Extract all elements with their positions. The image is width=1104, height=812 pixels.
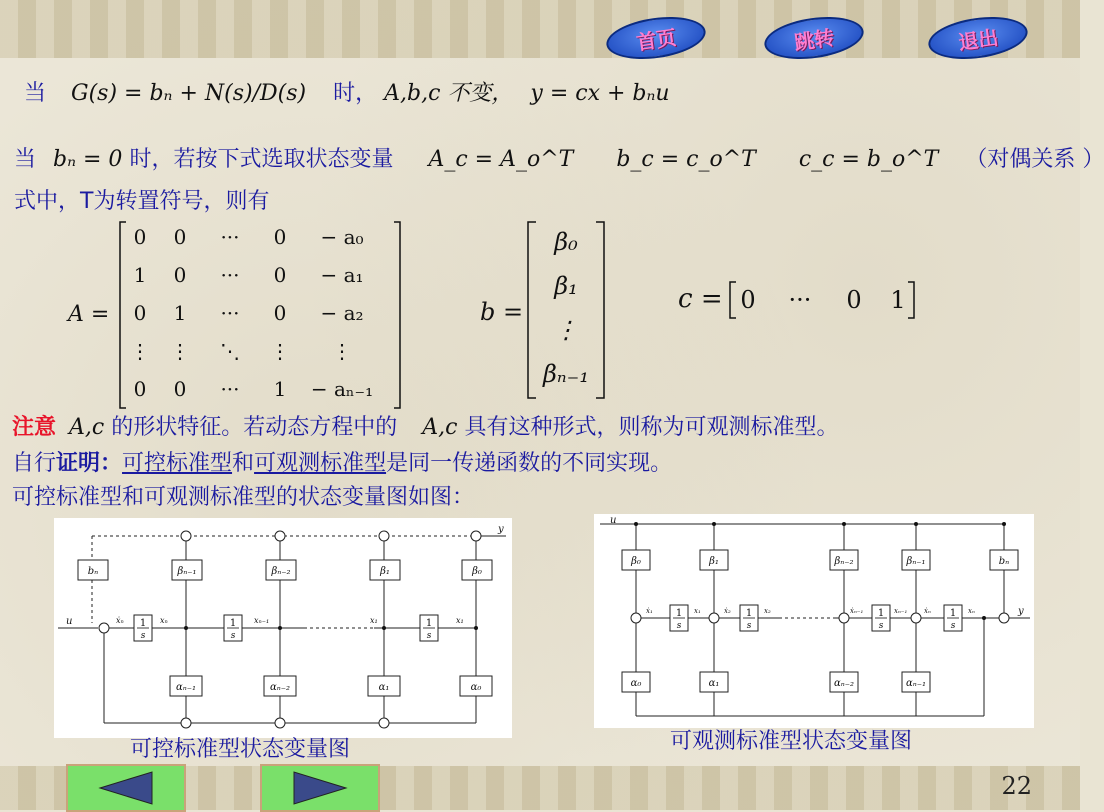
- home-button[interactable]: 首页: [604, 11, 709, 65]
- left-arrow-icon: [96, 770, 156, 806]
- state-label: ẋ₁: [646, 607, 653, 615]
- line5-and: 和: [232, 451, 255, 476]
- sum-top-3: [379, 531, 389, 541]
- vector-b-label: b =: [480, 298, 524, 326]
- beta-block-0-label: bₙ: [87, 566, 99, 577]
- vector-c-cell: 1: [890, 286, 906, 314]
- matrix-a-cell: ⋮: [270, 339, 290, 363]
- matrix-a-cell: 0: [133, 225, 147, 249]
- state-label: ẋₙ: [116, 616, 124, 625]
- alpha-block-2-label: αₙ₋₂: [833, 678, 855, 689]
- junction-dot: [914, 522, 918, 526]
- matrix-a-cell: 0: [133, 377, 147, 401]
- line-3: 式中，T为转置符号，则有: [14, 189, 270, 214]
- input-label: u: [66, 616, 73, 627]
- state-label: xₙ: [968, 607, 975, 615]
- line4-text2: 具有这种形式，则称为可观测标准型。: [464, 415, 839, 440]
- state-label: xₙ₋₁: [254, 616, 270, 625]
- matrix-a-cell: ···: [220, 263, 240, 287]
- integrator-1-num: 1: [675, 608, 683, 619]
- line1-mid: 时，: [333, 81, 378, 106]
- matrix-a-cell: 0: [273, 263, 287, 287]
- line5-text1: 自行: [12, 451, 57, 476]
- beta-block-1-label: βₙ₋₁: [177, 566, 197, 577]
- integrator-2-den: s: [230, 631, 236, 641]
- line5-text2: 是同一传递函数的不同实现。: [386, 451, 673, 476]
- observable-diagram: [594, 514, 1034, 728]
- matrix-a-cell: ···: [220, 301, 240, 325]
- matrix-a-cell: 0: [173, 263, 187, 287]
- integrator-3-den: s: [426, 631, 432, 641]
- matrix-a-cell: 1: [273, 377, 287, 401]
- sum-mid: [99, 623, 109, 633]
- vector-b: [526, 220, 606, 400]
- controllable-caption: 可控标准型状态变量图: [130, 737, 351, 762]
- controllable-diagram-svg: [54, 518, 512, 738]
- matrix-a-cell: 0: [173, 377, 187, 401]
- output-label: y: [498, 524, 504, 535]
- alpha-block-0-label: α₀: [630, 678, 642, 689]
- sum-mid-1: [709, 613, 719, 623]
- junction-dot: [278, 626, 282, 630]
- observable-link[interactable]: 可观测标准型: [254, 451, 387, 476]
- junction-dot: [982, 616, 986, 620]
- observable-diagram-svg: [594, 514, 1034, 728]
- state-label: x₁: [370, 616, 378, 625]
- cc-relation: c_c = b_o^T: [798, 147, 939, 172]
- matrix-a-cell: 0: [273, 301, 287, 325]
- sum-top-1: [181, 531, 191, 541]
- line-2: [14, 142, 1104, 173]
- state-label: x₁: [694, 607, 701, 615]
- right-arrow-icon: [290, 770, 350, 806]
- matrix-a-cell: ⋮: [170, 339, 190, 363]
- state-label: ẋₙ: [924, 607, 931, 615]
- input-label: u: [610, 515, 617, 526]
- junction-dot: [842, 522, 846, 526]
- alpha-block-1-label: αₙ₋₂: [269, 682, 291, 693]
- beta-block-4-label: β₀: [472, 566, 482, 577]
- junction-dot: [634, 522, 638, 526]
- state-label: ẋₙ₋₁: [850, 607, 864, 615]
- junction-dot: [712, 522, 716, 526]
- integrator-1-den: s: [140, 631, 146, 641]
- transfer-formula: G(s) = bₙ + N(s)/D(s): [71, 81, 307, 106]
- matrix-a-cell: − a₀: [320, 225, 364, 249]
- output-equation: y = cx + bₙu: [530, 81, 670, 106]
- line1-prefix: 当: [24, 81, 47, 106]
- vector-b-cell: βₙ₋₁: [543, 360, 589, 388]
- matrix-a-label: A =: [68, 302, 110, 327]
- beta-block-0-label: β₀: [631, 556, 641, 567]
- alpha-block-3-label: αₙ₋₁: [905, 678, 927, 689]
- matrix-a-cell: − a₁: [320, 263, 364, 287]
- sum-mid-3: [911, 613, 921, 623]
- integrator-3-num: 1: [877, 608, 885, 619]
- state-label: x₁: [456, 616, 464, 625]
- sum-mid-2: [839, 613, 849, 623]
- alpha-block-0-label: αₙ₋₁: [175, 682, 197, 693]
- next-button[interactable]: [260, 764, 380, 812]
- duality-note: （对偶关系 ）: [965, 147, 1104, 172]
- line-4: [12, 410, 838, 441]
- junction-dot: [1002, 522, 1006, 526]
- matrix-a-cell: ⋱: [220, 339, 240, 363]
- matrix-a-cell: 1: [173, 301, 187, 325]
- matrix-a-cell: 0: [173, 225, 187, 249]
- integrator-3-num: 1: [425, 618, 433, 629]
- line2-text: 时，若按下式选取状态变量: [129, 147, 394, 172]
- state-label: x₂: [764, 607, 771, 615]
- vector-c: [728, 280, 918, 320]
- matrix-a: [118, 220, 402, 410]
- beta-block-2-label: βₙ₋₂: [834, 556, 854, 567]
- prev-button[interactable]: [66, 764, 186, 812]
- jump-button[interactable]: 跳转: [762, 11, 867, 65]
- ac-relation: A_c = A_o^T: [428, 147, 574, 172]
- ac-symbol-2: A,c: [422, 415, 458, 440]
- sum-mid-0: [631, 613, 641, 623]
- integrator-1-num: 1: [139, 618, 147, 629]
- alpha-block-3-label: α₀: [470, 682, 482, 693]
- prove-label: 证明：: [56, 451, 123, 476]
- bn-condition: bₙ = 0: [53, 147, 123, 172]
- vector-c-cell: 0: [846, 286, 862, 314]
- state-label: ẋ₂: [724, 607, 731, 615]
- bc-relation: b_c = c_o^T: [616, 147, 756, 172]
- integrator-4-num: 1: [949, 608, 957, 619]
- line-5: [12, 446, 672, 477]
- matrix-a-cell: 1: [133, 263, 147, 287]
- vector-c-cell: ···: [788, 286, 812, 314]
- line1-unchanged: A,b,c 不变，: [384, 81, 514, 106]
- vector-b-cell: β₁: [554, 272, 578, 300]
- matrix-a-cell: ···: [220, 377, 240, 401]
- integrator-4-den: s: [950, 621, 956, 631]
- page-number: 22: [1001, 772, 1032, 800]
- note-label: 注意: [12, 415, 57, 440]
- alpha-block-1-label: α₁: [708, 678, 720, 689]
- beta-block-3-label: β₁: [380, 566, 390, 577]
- controllable-link[interactable]: 可控标准型: [122, 451, 233, 476]
- matrix-a-cell: 0: [273, 225, 287, 249]
- matrix-a-cell: − aₙ₋₁: [310, 377, 374, 401]
- junction-dot: [474, 626, 478, 630]
- line-6: 可控标准型和可观测标准型的状态变量图如图：: [12, 485, 475, 510]
- matrix-a-cell: 0: [133, 301, 147, 325]
- line-1: [24, 76, 670, 107]
- sum-bot-2: [275, 718, 285, 728]
- vector-b-cell: β₀: [554, 228, 578, 256]
- vector-c-cell: 0: [740, 286, 756, 314]
- sum-top-4: [471, 531, 481, 541]
- ac-symbol: A,c: [69, 415, 105, 440]
- junction-dot: [382, 626, 386, 630]
- matrix-a-cell: − a₂: [320, 301, 364, 325]
- state-label: xₙ: [160, 616, 168, 625]
- beta-block-2-label: βₙ₋₂: [271, 566, 291, 577]
- sum-top-2: [275, 531, 285, 541]
- sum-bot-1: [181, 718, 191, 728]
- integrator-2-num: 1: [745, 608, 753, 619]
- state-label: xₙ₋₁: [894, 607, 908, 615]
- beta-block-3-label: βₙ₋₁: [906, 556, 926, 567]
- beta-block-1-label: β₁: [709, 556, 719, 567]
- controllable-diagram: [54, 518, 512, 738]
- sum-bot-3: [379, 718, 389, 728]
- matrix-a-cell: ⋮: [332, 339, 352, 363]
- integrator-2-den: s: [746, 621, 752, 631]
- line2-prefix: 当: [14, 147, 37, 172]
- sum-mid-4: [999, 613, 1009, 623]
- alpha-block-2-label: α₁: [378, 682, 390, 693]
- matrix-a-cell: ⋮: [130, 339, 150, 363]
- matrix-a-cell: ···: [220, 225, 240, 249]
- integrator-2-num: 1: [229, 618, 237, 629]
- integrator-3-den: s: [878, 621, 884, 631]
- top-border: [0, 0, 1080, 58]
- vector-c-label: c =: [678, 284, 723, 314]
- junction-dot: [184, 626, 188, 630]
- line4-text1: 的形状特征。若动态方程中的: [111, 415, 398, 440]
- vector-b-cell: ⋮: [554, 316, 578, 344]
- output-label: y: [1018, 606, 1024, 617]
- beta-block-4-label: bₙ: [998, 556, 1010, 567]
- exit-button[interactable]: 退出: [926, 11, 1031, 65]
- observable-caption: 可观测标准型状态变量图: [670, 729, 913, 754]
- integrator-1-den: s: [676, 621, 682, 631]
